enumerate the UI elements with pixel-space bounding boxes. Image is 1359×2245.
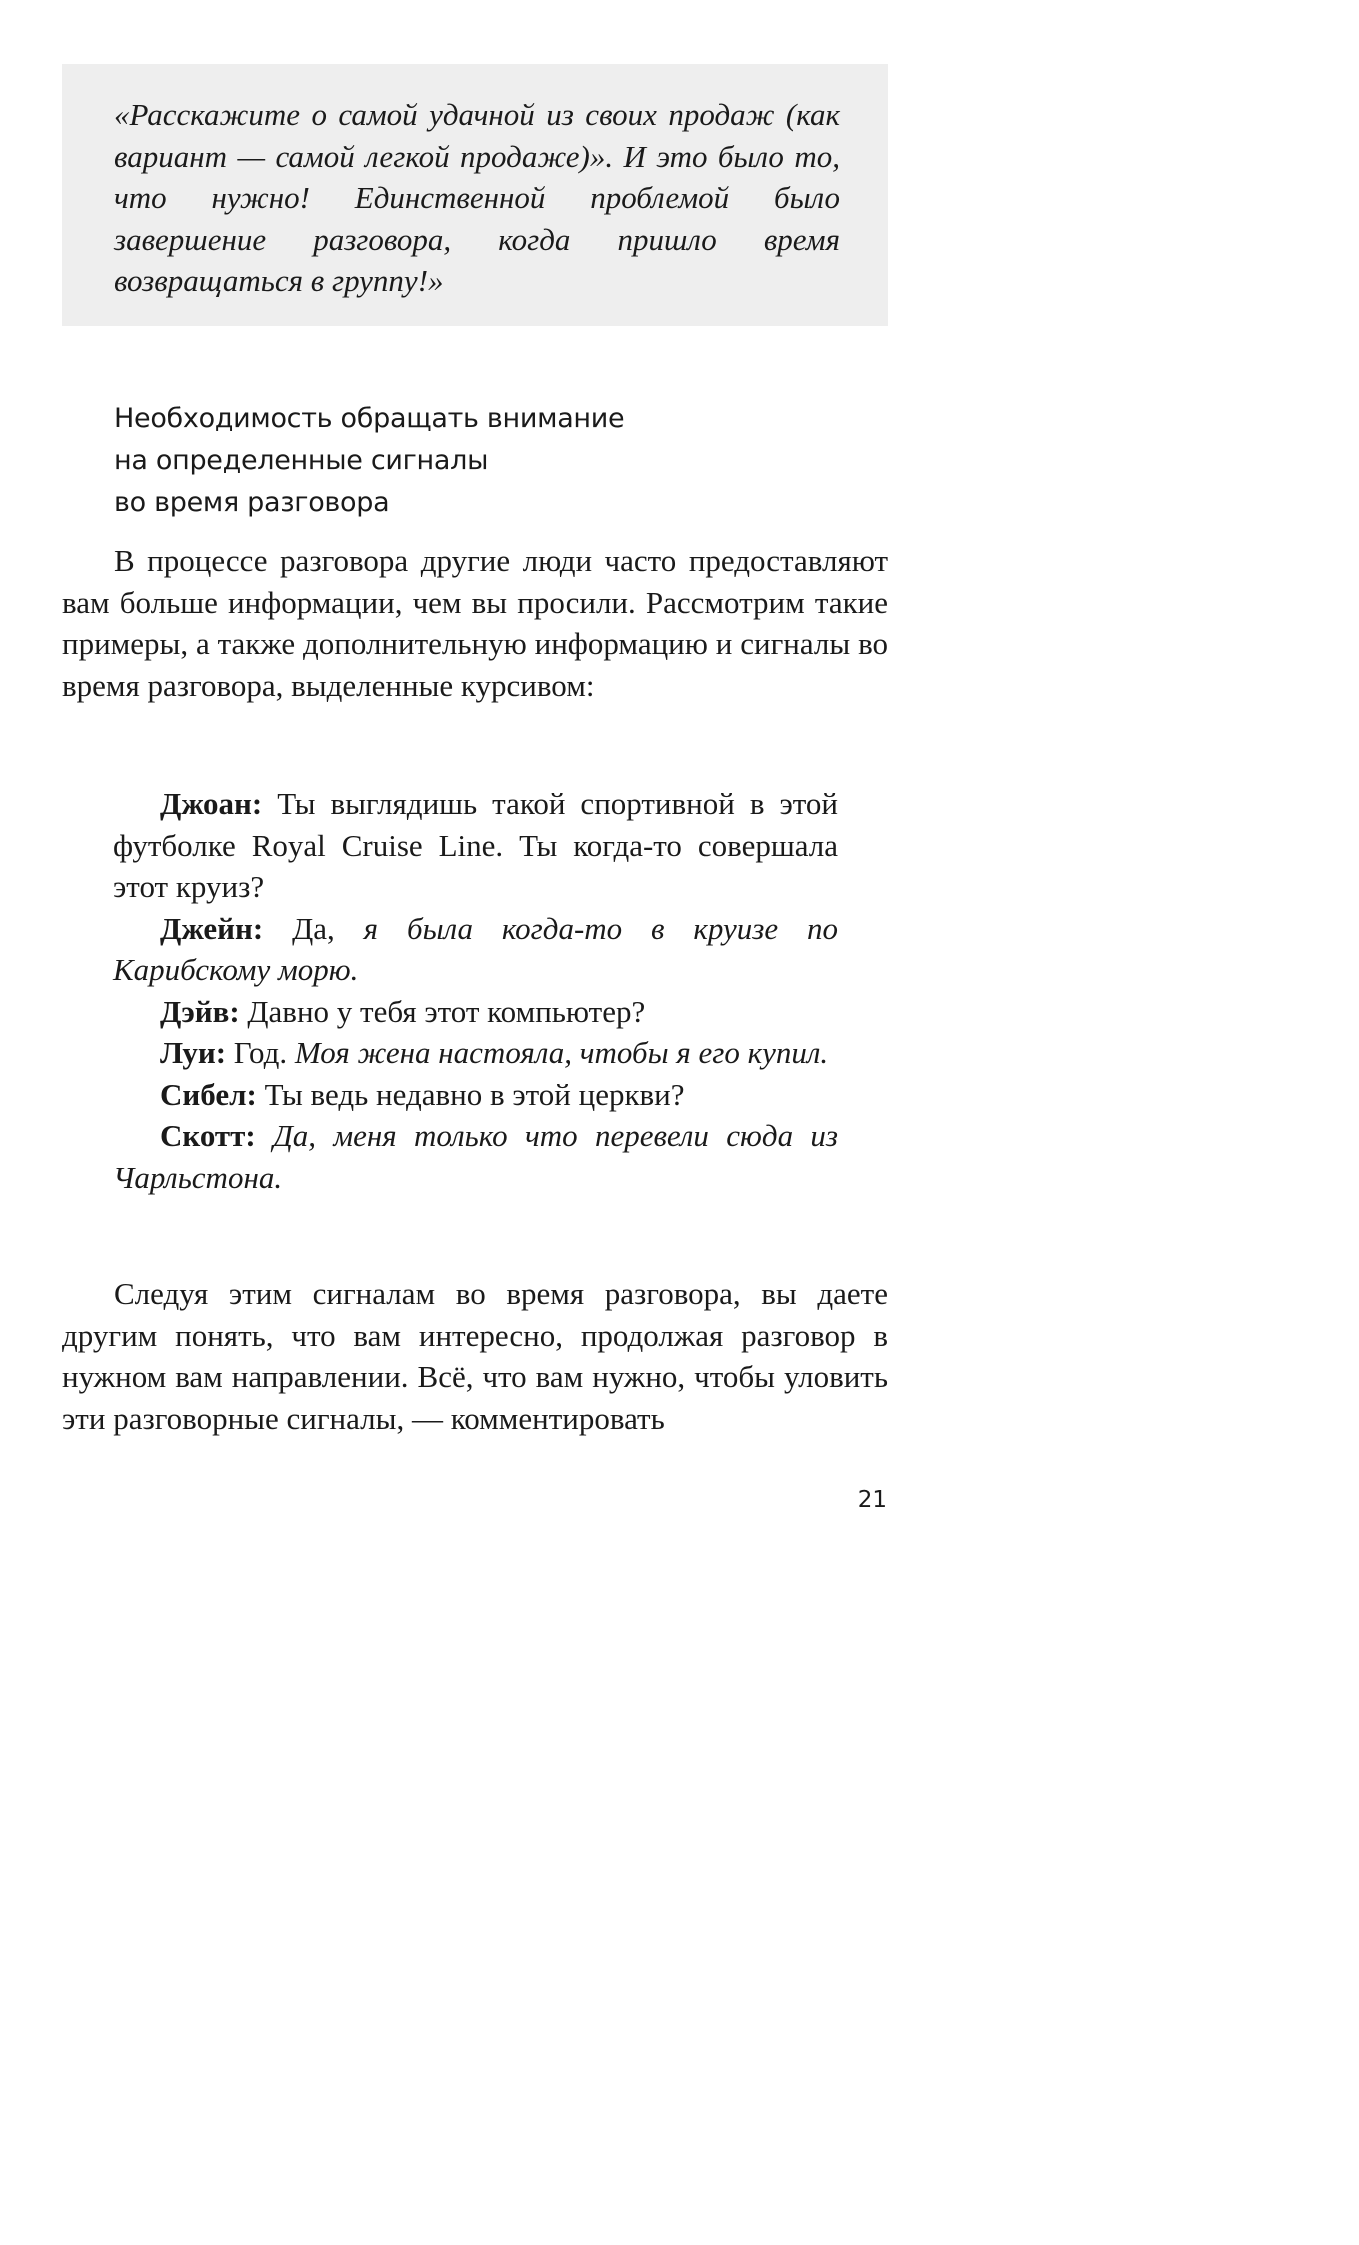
dialogue-line bbox=[113, 1032, 838, 1074]
dialogue-text: Да, bbox=[292, 910, 335, 946]
dialogue-line bbox=[113, 1074, 838, 1116]
dialogue-text: Давно у тебя этот компьютер? bbox=[247, 993, 646, 1029]
dialogue-italic-text: я была когда-то в круизе по Карибскому морю. bbox=[113, 910, 839, 987]
section-heading-line: во время разговора bbox=[114, 487, 390, 518]
section-heading bbox=[114, 398, 814, 524]
speaker-name: Джейн: bbox=[160, 910, 264, 946]
speaker-name: Сибел: bbox=[160, 1076, 257, 1112]
page-number: 21 bbox=[857, 1487, 887, 1513]
speaker-name: Дэйв: bbox=[160, 993, 240, 1029]
section-heading-line: на определенные сигналы bbox=[114, 445, 489, 476]
dialogue-line bbox=[113, 908, 838, 991]
section-heading-line: Необходимость обращать внимание bbox=[114, 403, 625, 434]
closing-paragraph: Следуя этим сигналам во время разговора, вы даете другим понять, что вам интересно, продолжая разговор в нужном вам направлении. Всё, что вам нужно, чтобы уловить эти разговорные сигналы, — комментировать bbox=[62, 1276, 888, 1436]
speaker-name: Скотт: bbox=[160, 1118, 256, 1153]
dialogue-italic-text: Да, меня только что перевели сюда из Чарльстона. bbox=[113, 1118, 838, 1195]
speaker-name: Луи: bbox=[160, 1035, 227, 1070]
dialogue-block bbox=[113, 783, 838, 1198]
intro-paragraph: В процессе разговора другие люди часто предоставляют вам больше информации, чем вы просили. Рассмотрим такие примеры, а также дополнительную информацию и сигналы во время разговора, выделенные курсивом: bbox=[62, 543, 888, 703]
quote-text: «Расскажите о самой удачной из своих продаж (как вариант — самой легкой продаже)». И это было то, что нужно! Единственной проблемой было завершение разговора, когда пришло время возвращаться в группу!» bbox=[114, 97, 840, 298]
speaker-name: Джоан: bbox=[160, 786, 263, 821]
dialogue-italic-text: Моя жена настояла, чтобы я его купил. bbox=[294, 1035, 829, 1070]
dialogue-text: Ты ведь недавно в этой церкви? bbox=[264, 1076, 685, 1112]
quote-box bbox=[62, 64, 888, 326]
dialogue-line bbox=[113, 1115, 838, 1198]
dialogue-text: Ты выглядишь такой спортивной в этой футболке Royal Cruise Line. Ты когда-то совершала этот круиз? bbox=[113, 786, 838, 904]
dialogue-line bbox=[113, 783, 838, 908]
dialogue-line bbox=[113, 991, 838, 1033]
dialogue-text: Год. bbox=[233, 1035, 288, 1070]
